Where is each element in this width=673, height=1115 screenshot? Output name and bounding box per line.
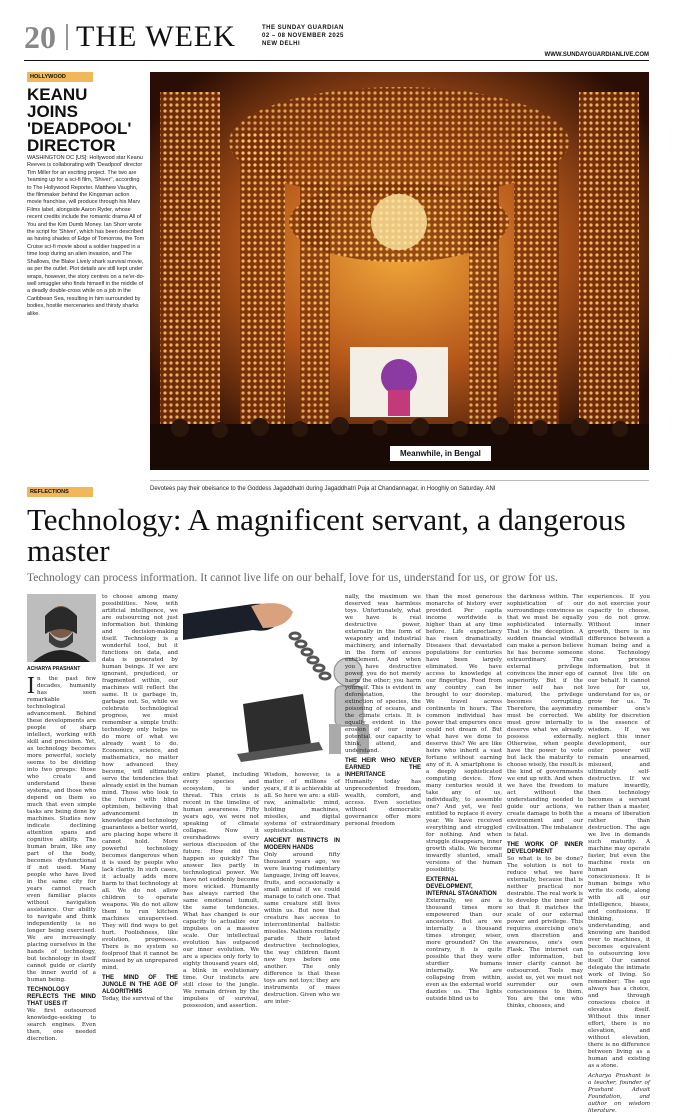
column-text: Wisdom, however, is a matter of millions of years, if it is achievable at all. So here we are: a still-raw, animalistic mind, holding machines, missiles, and digital systems of extraordinary sophistication. (264, 772, 340, 834)
author-bio: Acharya Prashant is a teacher, founder of Prashant Advait Foundation, and author on wisdom literature. (588, 1073, 650, 1114)
column-text: Externally, we are a thousand times more empowered than our ancestors. But are we internally a thousand times stronger, wiser, more grounded? On the contrary, it is quite possible that they were sturdier humans internally. We are collapsing from within, even as the external world dazzles us. The lights outside blind us to (426, 898, 502, 1002)
article-tag: REFLECTIONS (27, 487, 93, 497)
column-text: nally, the maximum we deserved was harmless toys. Unfortunately, what we have is real destructive power, externally in the form of weaponry and industrial machinery, and internally in the form of excess entitlement. And when you have destructive power, you do not merely harm the other; you harm yourself. This is evident in deforestation, the extinction of species, the poisoning of oceans, and the climate crisis. It is equally evident in the erosion of our inner potential, our capacity to think, attend, and understand. (345, 594, 421, 754)
photo-credit: ANI (485, 486, 496, 492)
article-column-2 (102, 594, 178, 1016)
masthead-rule (24, 60, 649, 61)
subhead: THE MIND OF THE JUNGLE IN THE AGE OF ALGORITHMS (102, 975, 178, 995)
article-column-8 (588, 594, 650, 1114)
column-text: Humanity today has unprecedented freedom, wealth, comfort, and access. Even societies without democratic governance offer more personal freedom (345, 779, 421, 827)
column-text: entire planet, including every species and ecosystem, is under threat. This crisis is recent in the timeline of human awareness. Fifty years ago, we were not speaking of climate collapse. Now it overshadows every serious discussion of the future. How did this happen so quickly? The answer lies partly in technological power. We have not suddenly become more wicked. Humanity has always carried the same emotional tumult, the same tendencies. What has changed is our capacity to actualize our impulses on a massive scale. Our intellectual evolution has outpaced our inner evolution. We are a species only forty to eighty thousand years old, a blink in evolutionary time. Our instincts are still close to the jungle. We remain driven by the impulses of survival, possession, and assertion. (183, 772, 259, 1009)
column-text: than the most generous monarchs of history ever provided. Per capita income worldwide is higher than at any time before. Life expectancy has risen dramatically. Diseases that devastated populations for centuries have been largely eliminated. We have access to knowledge at our fingertips. Food from any country can be brought to our doorstep. We travel across continents in hours. The common individual has power that emperors once could not dream of. But what have we done to deserve this? We are like heirs who inherit a vast fortune without earning any of it. A smartphone is a deeply sophisticated computing device. How many centuries would it take any of us, individually, to assemble one? And yet, we feel entitled to replace it every year. We have received everything and struggled for nothing. And when struggle disappears, inner growth stalls. We become inwardly stunted, small versions of the human possibility. (426, 594, 502, 873)
article-column-6 (426, 594, 502, 1016)
column-text: to choose among many possibilities. Now, with artificial intelligence, we are outsourcing not just information but thinking and decision-making itself. Technology is a wonderful tool, but it functions on data, and data is generated by human beings. If we are ignorant, prejudiced, or fragmented within, our machines will reflect the same. It is garbage in, garbage out. So, while we celebrate technological progress, we must remember a simple truth: technology only helps us do more of what we already want to do. Economics, science, and mathematics, no matter how advanced they become, will ultimately serve the tendencies that already exist in the human mind. Those who look to the future with blind optimism, believing that advancement in knowledge and technology guarantees a better world, are placing hope where it cannot hold. More powerful technology becomes dangerous when it is used by people who lack clarity. In such cases, it actually adds more harm to that technology at all. We do not allow children to operate weapons. We do not allow them to run kitchen machines unsupervised. They will find ways to get hurt. Foolishness, like evolution, progresses. There is no system so foolproof that it cannot be misused by an unprepared mind. (102, 594, 178, 971)
section-title: THE WEEK (76, 20, 236, 53)
author-byline: ACHARYA PRASHANT (27, 666, 81, 672)
issue-date: 02 – 08 NOVEMBER 2025 (262, 33, 344, 39)
article-column-3 (183, 772, 259, 1016)
caption-rule (150, 480, 649, 481)
subhead: THE HEIR WHO NEVER EARNED THE INHERITANCE (345, 758, 421, 778)
column-text: n the past few decades, humanity has seen remarkable technological advancement. Behind these developments are people of sharp intellect, working with skill and precision. Yet, as technology becomes more powerful, society seems to be dividing into two groups: those who create and understand these systems, and those who depend on them so much that even simple tasks are being done by machines. Studies now indicate declining attention spans and cognitive ability. The human brain, like any part of the body, becomes dysfunctional if not used. Many people who have lived in the same city for years cannot reach even familiar places without navigation assistance. Our ability to navigate and think independently is no longer being exercised. We are increasingly placing ourselves in the hands of technology, but technology in itself cannot guide or clarify the inner world of a human being. (27, 676, 96, 983)
website-link[interactable]: WWW.SUNDAYGUARDIANLIVE.COM (544, 52, 649, 58)
pandal-illustration (150, 72, 649, 470)
column-text: Only around fifty thousand years ago, we were leaving rudimentary language, living off leaves, fruits, and occasionally a small animal if we could manage to catch one. That same creature still lives within us. But now that creature has access to intercontinental ballistic missiles. Nations routinely parade their latest destructive technologies, the way children flaunt new toys before one another. The only difference is that these toys are not toys; they are instruments of mass destruction. Given who we are inter- (264, 852, 340, 1005)
photo-tag: Meanwhile, in Bengal (390, 446, 491, 461)
city: NEW DELHI (262, 41, 301, 47)
masthead-divider (66, 24, 68, 50)
subhead: TECHNOLOGY REFLECTS THE MIND THAT USES IT (27, 987, 96, 1007)
paper-info (262, 24, 344, 48)
drop-cap: I (27, 673, 35, 699)
subhead: THE WORK OF INNER DEVELOPMENT (507, 842, 583, 855)
column-text: experiences. If you do not exercise your capacity to choose, you do not grow. Without inner growth, there is no difference between a human being and a stone. Technology can process information, but it cannot live life on our behalf. It cannot love for us, understand for us, or grow for us. To remember one's ability for discretion is the essence of wisdom. If we neglect this inner development, our outer power will remain unearned, misused, and ultimately self-destructive. If we mature inwardly, then technology becomes a servant rather than a master, a means of liberation rather than destruction. The age we live in demands such maturity. A machine may operate faster, but even the machine rests on human consciousness. It is human beings who write its code, along with all our intelligence, biases, and confusions. If thinking, understanding, and knowing are handed over to machines, it becomes equivalent to outsourcing love itself. Our cannot delegate the intimate work of living. So remember: The ego always has a choice, and through conscious choice it elevates itself. Without this inner effort, there is no elevation, and without elevation, there is no difference between living as a human and existing as a stone. (588, 594, 650, 1069)
caption-text: Devotees pay their obeisance to the Goddess Jagaddhatri during Jagaddhatri Puja at Chandannagar, in Hooghly on Saturday. (150, 486, 485, 492)
article-column-4 (264, 772, 340, 1016)
article-standfirst: Technology can process information. It cannot live life on our behalf, love for us, understand for us, or grow for us. (27, 572, 558, 584)
article-column-5 (345, 594, 421, 1016)
column-text: the darkness within. The sophistication of our surroundings convinces us that we must be equally sophisticated internally. That is the deception. A sudden financial windfall can make a person believe he has become someone extraordinary. The external privilege convinces the inner ego of superiority. But if the inner self has not matured, the privilege becomes corrupting. Therefore, the asymmetry must be corrected. We must grow internally to deserve what we already possess externally. Otherwise, when people have the power to vote but lack the maturity to choose wisely, the result is the kind of governments we end up with. And when we have the freedom to act without the understanding needed to guide our actions, we create damage to both the environment and our civilisation. The imbalance is fatal. (507, 594, 583, 838)
paper-name: THE SUNDAY GUARDIAN (262, 25, 344, 31)
article-column-1 (27, 673, 96, 1042)
author-portrait (27, 594, 96, 662)
column-text: We first outsourced knowledge-seeking to search engines. Even then, one needed discretion. (27, 1008, 96, 1042)
author-photo (27, 594, 96, 662)
sidebar-tag: HOLLYWOOD (27, 72, 93, 82)
photo-caption (150, 486, 649, 492)
column-text: Today, the survival of the (102, 996, 174, 1002)
page-number: 20 (24, 19, 56, 55)
subhead: ANCIENT INSTINCTS IN MODERN HANDS (264, 838, 340, 851)
column-text: So what is to be done? The solution is not to reduce what we have externally, because that is neither practical nor desirable. The real work is to develop the inner self so that it matches the scale of our external power and privilege. This requires exercising one's own discretion and awareness, one's own Flask. The internet can offer information, but inner clarity cannot be outsourced. Tools may assist us, yet we must not surrender our own consciousness to them. You are the one who thinks, chooses, and (507, 856, 583, 1009)
sidebar-headline: KEANU JOINS 'DEADPOOL' DIRECTOR (27, 85, 132, 155)
article-column-7 (507, 594, 583, 1016)
news-photo (150, 72, 649, 470)
sidebar-body: WASHINGTON DC [US]: Hollywood star Keanu Reeves is collaborating with 'Deadpool' director Tim Miller for an exciting project. The two are 'teaming up for a sci-fi film, 'Shiver'', according to The Hollywood Reporter. Matthew Vaughn, the filmmaker behind the Kingsman action movie franchise, will produce through his Marv Films label, alongside Aaron Ryder, whose recent credits include the romantic drama All of You and the Kim Dumb Money. Ian Shorr wrote the script for 'Shiver', which has been described as having shades of Edge of Tomorrow, the Tom Cruise sci-fi movie about a soldier trapped in a time loop during an alien invasion, and The Shallows, the Blake Lively shark survival movie, as per the outlet. Plot details are still kept under wraps, however, the story centres on a ne'er-do-well smuggler who finds himself in the middle of a deadly double-cross while on a job in the Caribbean Sea, resulting in him surrounded by bodies, hostile mercenaries and thirsty sharks alike. (27, 155, 145, 317)
article-headline: Technology: A magnificent servant, a dangerous master (27, 502, 626, 568)
subhead: EXTERNAL DEVELOPMENT, INTERNAL STAGNATION (426, 877, 497, 897)
